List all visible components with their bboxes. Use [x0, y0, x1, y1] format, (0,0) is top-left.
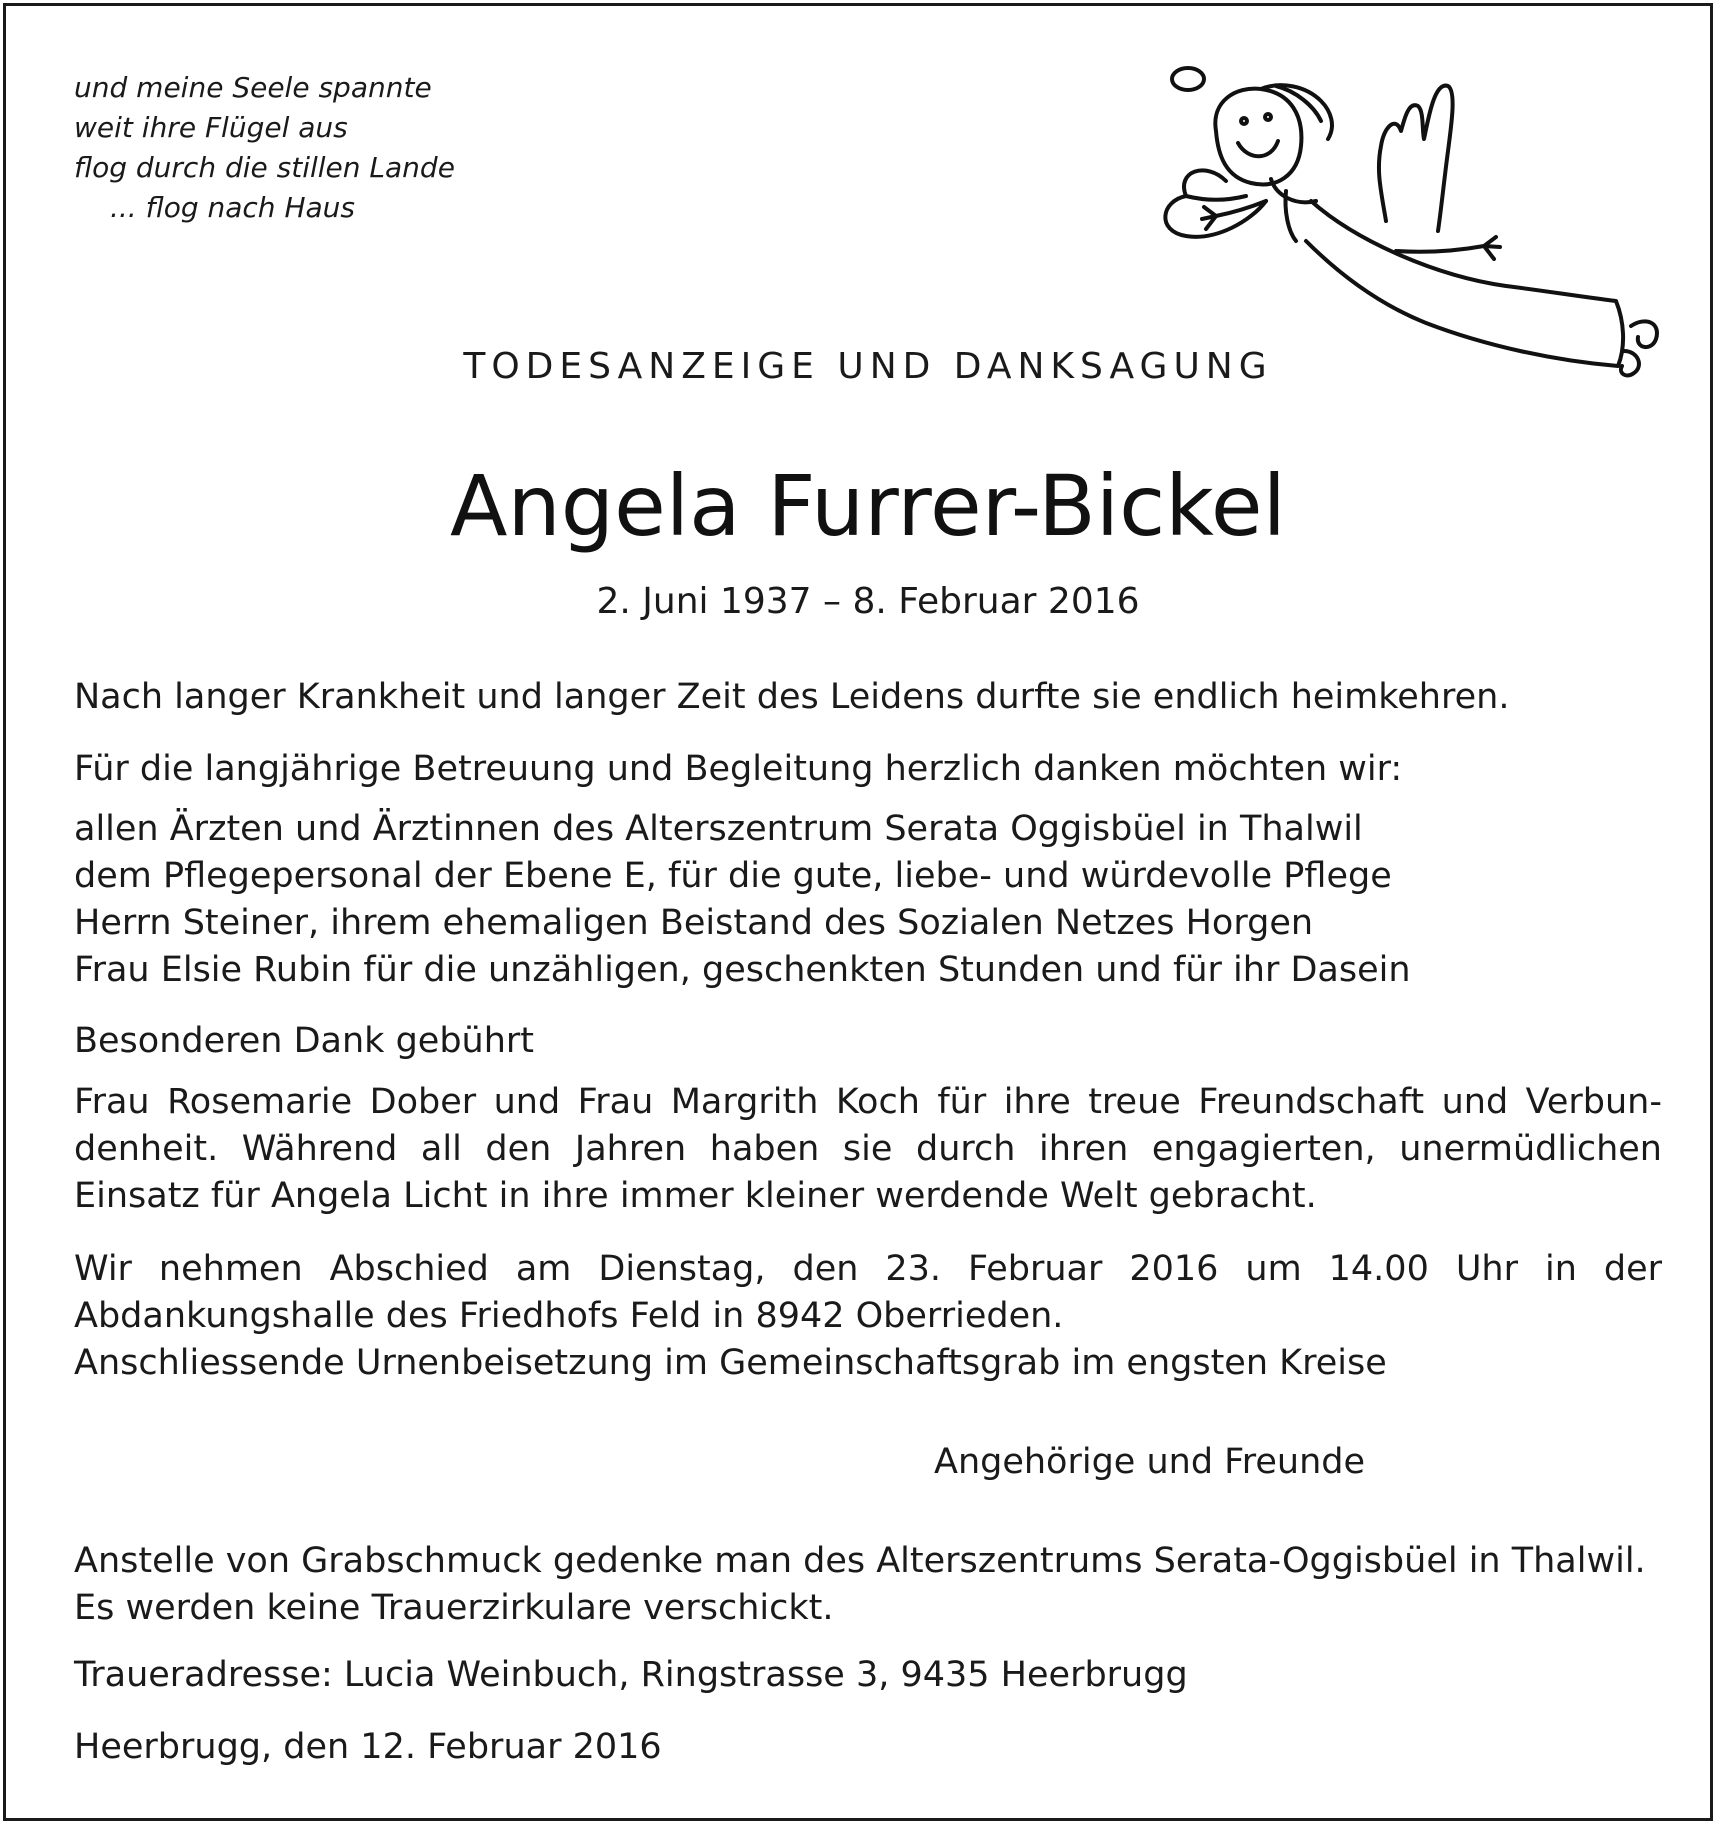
paragraph-line: Anschliessende Urnenbeisetzung im Gemeinschaftsgrab im engsten Kreise	[74, 1343, 1387, 1383]
angel-eye-icon	[1241, 118, 1247, 124]
angel-wing-detail-icon	[1186, 196, 1246, 200]
list-item: Herrn Steiner, ihrem ehemaligen Beistand des Sozialen Netzes Horgen	[74, 903, 1314, 943]
special-lead-line: Besonderen Dank gebührt	[74, 1021, 535, 1061]
life-dates: 2. Juni 1937 – 8. Februar 2016	[596, 581, 1140, 622]
angel-drawing-icon	[1156, 61, 1696, 381]
paragraph-line: Abdankungshalle des Friedhofs Feld in 8942 Oberrieden.	[74, 1296, 1064, 1336]
farewell-paragraph	[74, 1246, 1662, 1387]
special-thanks-lead	[74, 1018, 1662, 1065]
list-item: allen Ärzten und Ärztinnen des Alterszentrum Serata Oggisbüel in Thalwil	[74, 809, 1363, 849]
dateline	[74, 1724, 1662, 1771]
motto-poem	[74, 68, 455, 228]
motto-line: weit ihre Flügel aus	[74, 111, 348, 144]
signature	[934, 1439, 1534, 1486]
obituary-frame	[3, 3, 1713, 1821]
mourning-address	[74, 1652, 1662, 1699]
motto-line: flog durch die stillen Lande	[74, 151, 455, 184]
halo-icon	[1172, 68, 1204, 90]
flowers-note-paragraph	[74, 1538, 1662, 1632]
thanks-lead-line: Für die langjährige Betreuung und Begleitung herzlich danken möchten wir:	[74, 749, 1403, 789]
paragraph-line: Wir nehmen Abschied am Dienstag, den 23. Februar 2016 um 14.00 Uhr in der	[74, 1249, 1662, 1289]
angel-arm-icon	[1396, 246, 1484, 252]
address-line: Traueradresse: Lucia Weinbuch, Ringstrasse 3, 9435 Heerbrugg	[74, 1655, 1188, 1695]
dateline-text: Heerbrugg, den 12. Februar 2016	[74, 1727, 662, 1767]
deceased-name: Angela Furrer-Bickel	[450, 457, 1286, 555]
angel-eye-icon	[1265, 114, 1271, 120]
intro-paragraph	[74, 674, 1662, 721]
angel-dress-icon	[1306, 201, 1623, 366]
angel-hand-icon	[1484, 237, 1500, 259]
special-thanks-paragraph	[74, 1079, 1662, 1220]
angel-head-icon	[1215, 89, 1301, 185]
motto-line: und meine Seele spannte	[74, 71, 432, 104]
angel-smile-icon	[1238, 141, 1278, 156]
thanks-list	[74, 806, 1662, 994]
angel-wing-right-icon	[1379, 86, 1453, 231]
thanks-lead-paragraph	[74, 746, 1662, 793]
signature-line: Angehörige und Freunde	[934, 1442, 1366, 1482]
list-item: dem Pflegepersonal der Ebene E, für die gute, liebe- und würdevolle Pflege	[74, 856, 1392, 896]
paragraph-line: Frau Rosemarie Dober und Frau Margrith Koch für ihre treue Freundschaft und Verbun-	[74, 1082, 1662, 1122]
angel-foot-icon	[1631, 321, 1657, 347]
paragraph-line: denheit. Während all den Jahren haben sie durch ihren engagierten, unermüdlichen	[74, 1129, 1662, 1169]
paragraph-line: Einsatz für Angela Licht in ihre immer kleiner werdende Welt gebracht.	[74, 1176, 1317, 1216]
list-item: Frau Elsie Rubin für die unzähligen, geschenkten Stunden und für ihr Dasein	[74, 950, 1411, 990]
angel-hand-icon	[1202, 207, 1216, 229]
paragraph-line: Anstelle von Grabschmuck gedenke man des Alterszentrums Serata-Oggisbüel in Thalwil.	[74, 1541, 1646, 1581]
angel-wing-left-icon	[1165, 170, 1266, 236]
motto-line: ... flog nach Haus	[110, 191, 355, 224]
notice-heading: TODESANZEIGE UND DANKSAGUNG	[463, 346, 1273, 387]
intro-line: Nach langer Krankheit und langer Zeit des Leidens durfte sie endlich heimkehren.	[74, 677, 1510, 717]
paragraph-line: Es werden keine Trauerzirkulare verschickt.	[74, 1588, 834, 1628]
